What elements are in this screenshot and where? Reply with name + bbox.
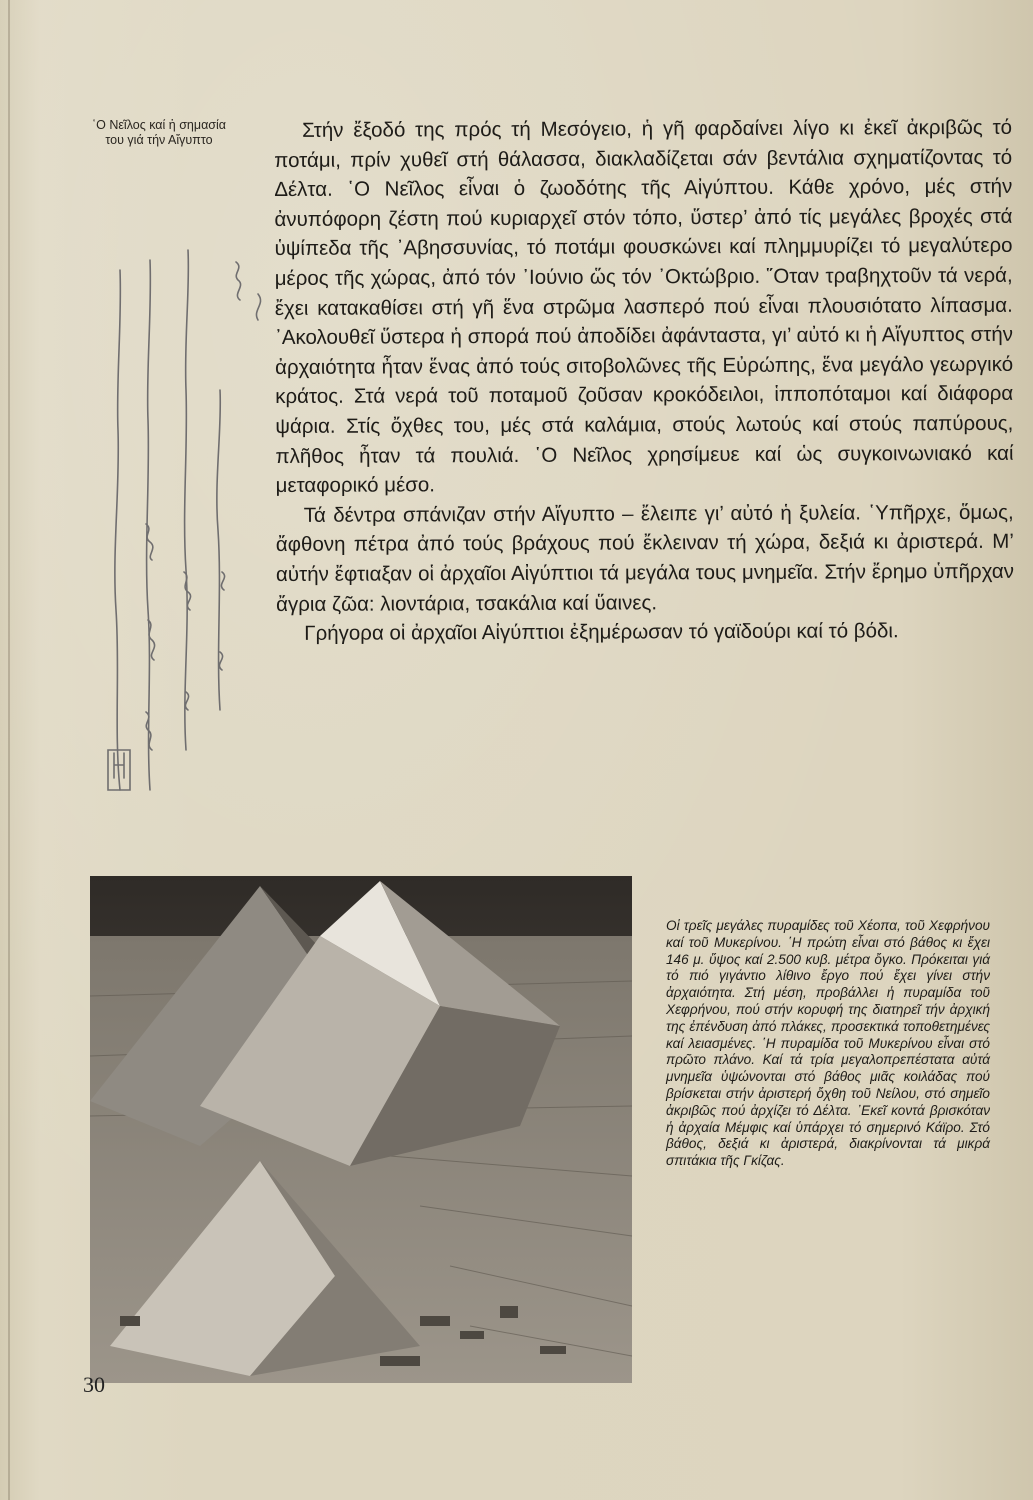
margin-heading: ῾Ο Νεῖλος καί ἡ σημασία του γιά τήν Αἴγυπτο <box>91 118 227 147</box>
paragraph-nile: Στήν ἔξοδό της πρός τή Μεσόγειο, ἡ γῆ φαρδαίνει λίγο κι ἐκεῖ ἀκριβῶς τό ποτάμι, πρίν χυθεῖ στή θάλασσα, διακλαδίζεται σάν βεντάλια σχηματίζοντας τό Δέλτα. ῾Ο Νεῖλος εἶναι ὁ ζωοδότης τῆς Αἰγύπτου. Κάθε χρόνο, μές στήν ἀνυπόφορη ζέστη πού κυριαρχεῖ στόν τόπο, ὕστερ’ ἀπό τίς μεγάλες βροχές στά ὑψίπεδα τῆς ᾿Αβησσυνίας, τό ποτάμι φουσκώνει καί πλημμυρίζει τό μεγαλύτερο μέρος τῆς χώρας, ἀπό τόν ᾿Ιούνιο ὥς τόν ᾿Οκτώβριο. ῞Οταν τραβηχτοῦν τά νερά, ἔχει κατακαθίσει στή γῆ ἕνα στρῶμα λασπερό πού εἶναι πλουσιότατο λίπασμα. ᾿Ακολουθεῖ ὕστερα ἡ σπορά πού ἀποδίδει ἀφάνταστα, γι’ αὐτό κι ἡ Αἴγυπτος στήν ἀρχαιότητα ἦταν ἕνας ἀπό τούς σιτοβολῶνες τῆς Εὐρώπης, ἕνα μεγάλο γεωργικό κράτος. Στά νερά τοῦ ποταμοῦ ζοῦσαν κροκόδειλοι, ἱπποπόταμοι καί διάφορα ψάρια. Στίς ὄχθες του, μές στά καλάμια, στούς λωτούς καί στούς παπύρους, πλῆθος ἦταν τά πουλιά. ῾Ο Νεῖλος χρησίμευε καί ὡς συγκοινωνιακό καί μεταφορικό μέσο. <box>274 115 1014 498</box>
photo-caption: Οἱ τρεῖς μεγάλες πυραμίδες τοῦ Χέοπα, τοῦ Χεφρήνου καί τοῦ Μυκερίνου. ῾Η πρώτη εἶναι στό βάθος κι ἔχει 146 μ. ὕψος καί 2.500 κυβ. μέτρα ὄγκο. Πρόκειται γιά τό πιό γιγάντιο λίθινο ἔργο πού ἔχει γίνει στήν ἀρχαιότητα. Στή μέση, προβάλλει ἡ πυραμίδα τοῦ Χεφρήνου, πού στήν κορυφή της διατηρεῖ τήν ἀρχική της ἐπένδυση ἀπό πλάκες, προσεκτικά τοποθετημένες καί λειασμένες. ῾Η πυραμίδα τοῦ Μυκερίνου εἶναι στό πρῶτο πλάνο. Καί τά τρία μεγαλοπρεπέστατα αὐτά μνημεῖα ὑψώνονται στό βάθος μιᾶς κοιλάδας πού βρίσκεται στήν ἀριστερή ὄχθη τοῦ Νείλου, στό σημεῖο ἀκριβῶς πού ἀρχίζει τό Δέλτα. ᾿Εκεῖ κοντά βρισκόταν ἡ ἀρχαία Μέμφις καί ὑπάρχει τό σημερινό Κάϊρο. Στό βάθος, δεξιά κι ἀριστερά, διακρίνονται τά μικρά σπιτάκια τῆς Γκίζας. <box>666 918 990 1169</box>
main-body-text <box>274 113 1014 649</box>
handwritten-annotation <box>90 230 290 830</box>
pyramids-illustration <box>90 876 632 1383</box>
paragraph-stone: Τά δέντρα σπάνιζαν στήν Αἴγυπτο – ἔλειπε γι’ αὐτό ἡ ξυλεία. ῾Υπῆρχε, ὅμως, ἄφθονη πέτρα ἀπό τούς βράχους πού ἔκλειναν τή χώρα, δεξιά κι ἀριστερά. Μ’ αὐτήν ἔφτιαξαν οἱ ἀρχαῖοι Αἰγύπτιοι τά μεγάλα τους μνημεῖα. Στήν ἔρημο ὑπῆρχαν ἄγρια ζῶα: λιοντάρια, τσακάλια καί ὕαινες. <box>275 500 1015 616</box>
page-spine-shadow <box>8 0 10 1500</box>
paragraph-animals: Γρήγορα οἱ ἀρχαῖοι Αἰγύπτιοι ἐξημέρωσαν τό γαϊδούρι καί τό βόδι. <box>304 619 899 645</box>
pyramids-photo <box>90 876 632 1383</box>
page-number: 30 <box>83 1372 105 1397</box>
